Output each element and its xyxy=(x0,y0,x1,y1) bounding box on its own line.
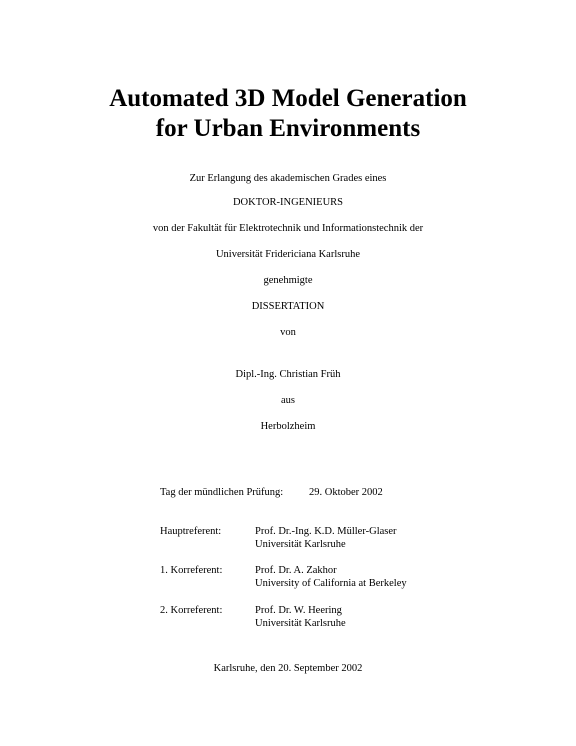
referee-value xyxy=(255,525,397,551)
referee-name: Prof. Dr. W. Heering xyxy=(255,605,342,616)
place-and-date: Karlsruhe, den 20. September 2002 xyxy=(213,663,363,674)
by-line: von xyxy=(280,327,296,338)
referee-name: Prof. Dr. A. Zakhor xyxy=(255,565,337,576)
hometown: Herbolzheim xyxy=(260,421,316,432)
referee-label: 2. Korreferent: xyxy=(160,605,223,616)
thesis-title xyxy=(0,84,576,144)
referee-value xyxy=(255,604,346,630)
document-type: DISSERTATION xyxy=(251,301,325,312)
author-name: Dipl.-Ing. Christian Früh xyxy=(235,369,341,380)
referee-label: Hauptreferent: xyxy=(160,526,222,537)
referee-affiliation: Universität Karlsruhe xyxy=(255,618,346,629)
exam-date-label: Tag der mündlichen Prüfung: xyxy=(160,487,284,498)
from-line: aus xyxy=(281,395,295,406)
referee-name: Prof. Dr.-Ing. K.D. Müller-Glaser xyxy=(255,526,397,537)
referee-affiliation: University of California at Berkeley xyxy=(255,578,407,589)
approved-line: genehmigte xyxy=(263,275,313,286)
exam-date-value: 29. Oktober 2002 xyxy=(309,487,383,498)
title-line-1: Automated 3D Model Generation xyxy=(109,85,467,112)
referee-label: 1. Korreferent: xyxy=(160,565,223,576)
referee-affiliation: Universität Karlsruhe xyxy=(255,539,346,550)
title-line-2: for Urban Environments xyxy=(155,115,421,142)
faculty-line: von der Fakultät für Elektrotechnik und Informationstechnik der xyxy=(152,223,424,234)
university-line: Universität Fridericiana Karlsruhe xyxy=(215,249,361,260)
referee-value xyxy=(255,564,407,590)
degree-intro: Zur Erlangung des akademischen Grades eines xyxy=(189,173,387,184)
degree-name: DOKTOR-INGENIEURS xyxy=(232,197,344,208)
